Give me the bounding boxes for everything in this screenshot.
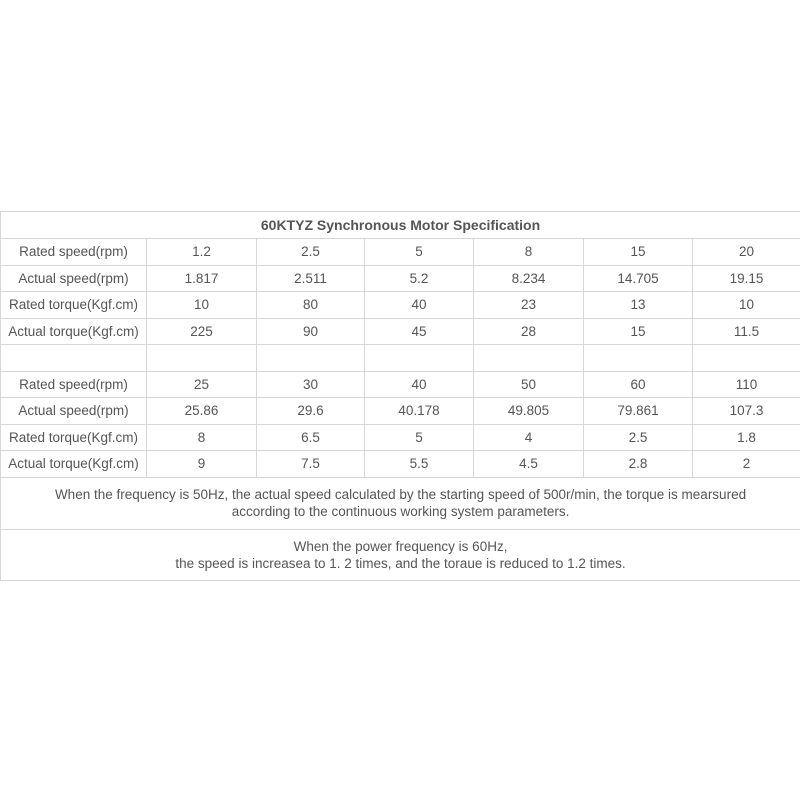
table-row [1, 424, 800, 451]
table-cell: 25 [147, 371, 257, 398]
table-cell: 14.705 [584, 265, 693, 292]
frequency-60hz-note-line1: When the power frequency is 60Hz, [293, 538, 508, 554]
table-cell: 4.5 [474, 451, 584, 478]
table-row [1, 292, 800, 319]
table-cell: 50 [474, 371, 584, 398]
row-label: Actual torque(Kgf.cm) [1, 451, 147, 478]
table-cell: 5.2 [365, 265, 474, 292]
table-row [1, 239, 800, 266]
blank-cell [474, 345, 584, 372]
table-cell: 1.817 [147, 265, 257, 292]
table-cell: 4 [474, 424, 584, 451]
blank-cell [365, 345, 474, 372]
table-cell: 8 [474, 239, 584, 266]
blank-separator-row [1, 345, 800, 372]
table-cell: 6.5 [257, 424, 365, 451]
table-cell: 10 [147, 292, 257, 319]
table-cell: 1.8 [693, 424, 800, 451]
frequency-50hz-note-line2: according to the continuous working system parameters. [231, 504, 570, 519]
table-cell: 13 [584, 292, 693, 319]
table-row [1, 398, 800, 425]
blank-cell [693, 345, 800, 372]
table-cell: 19.15 [693, 265, 800, 292]
row-label: Actual torque(Kgf.cm) [1, 318, 147, 345]
table-cell: 49.805 [474, 398, 584, 425]
motor-spec-table [0, 211, 800, 581]
blank-cell [584, 345, 693, 372]
table-cell: 45 [365, 318, 474, 345]
table-cell: 2 [693, 451, 800, 478]
table-cell: 225 [147, 318, 257, 345]
table-cell: 60 [584, 371, 693, 398]
table-row [1, 265, 800, 292]
table-cell: 23 [474, 292, 584, 319]
row-label: Actual speed(rpm) [1, 398, 147, 425]
row-label: Rated torque(Kgf.cm) [1, 292, 147, 319]
row-label: Rated speed(rpm) [1, 239, 147, 266]
table-cell: 107.3 [693, 398, 800, 425]
table-cell: 11.5 [693, 318, 800, 345]
blank-cell [147, 345, 257, 372]
row-label: Rated speed(rpm) [1, 371, 147, 398]
table-cell: 5 [365, 424, 474, 451]
table-cell: 15 [584, 318, 693, 345]
table-cell: 8.234 [474, 265, 584, 292]
table-cell: 80 [257, 292, 365, 319]
frequency-50hz-note [1, 477, 800, 529]
frequency-60hz-note-line2: the speed is increasea to 1. 2 times, and the toraue is reduced to 1.2 times. [175, 555, 626, 571]
frequency-60hz-note [1, 529, 800, 580]
table-cell: 8 [147, 424, 257, 451]
blank-cell [257, 345, 365, 372]
table-cell: 10 [693, 292, 800, 319]
table-row [1, 318, 800, 345]
table-cell: 40 [365, 371, 474, 398]
table-cell: 28 [474, 318, 584, 345]
table-cell: 90 [257, 318, 365, 345]
table-cell: 2.511 [257, 265, 365, 292]
blank-cell [1, 345, 147, 372]
table-cell: 7.5 [257, 451, 365, 478]
table-cell: 15 [584, 239, 693, 266]
table-row [1, 451, 800, 478]
table-cell: 2.5 [257, 239, 365, 266]
frequency-50hz-note-line1: When the frequency is 50Hz, the actual speed calculated by the starting speed of 500r/min, the torque is mearsured [54, 487, 747, 502]
table-row [1, 371, 800, 398]
frequency-60hz-note-row [1, 529, 800, 580]
table-cell: 2.8 [584, 451, 693, 478]
table-cell: 5 [365, 239, 474, 266]
table-cell: 40.178 [365, 398, 474, 425]
table-cell: 2.5 [584, 424, 693, 451]
table-cell: 30 [257, 371, 365, 398]
row-label: Rated torque(Kgf.cm) [1, 424, 147, 451]
table-cell: 9 [147, 451, 257, 478]
table-cell: 79.861 [584, 398, 693, 425]
table-cell: 20 [693, 239, 800, 266]
table-cell: 29.6 [257, 398, 365, 425]
table-cell: 110 [693, 371, 800, 398]
table-cell: 1.2 [147, 239, 257, 266]
row-label: Actual speed(rpm) [1, 265, 147, 292]
title-row [1, 212, 800, 239]
table-cell: 25.86 [147, 398, 257, 425]
table-cell: 40 [365, 292, 474, 319]
frequency-50hz-note-row [1, 477, 800, 529]
table-cell: 5.5 [365, 451, 474, 478]
table-title: 60KTYZ Synchronous Motor Specification [1, 212, 800, 239]
